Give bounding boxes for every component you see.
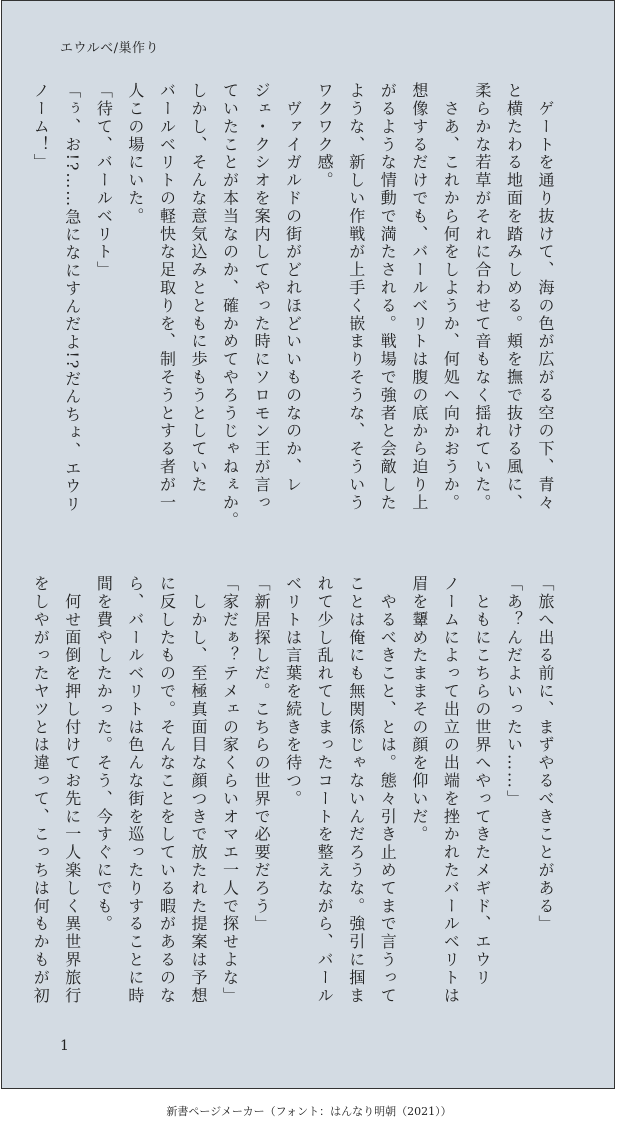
- text-line: 「旅へ出る前に、まずやるべきことがある」: [536, 575, 555, 933]
- text-line: ゲートを通り抜けて、海の色が広がる空の下、青々: [536, 82, 555, 512]
- manuscript-page: [1, 0, 615, 1089]
- text-line: ら、バールベリトは色んな街を巡ったりすることに時: [125, 575, 145, 1005]
- text-line: ことは俺にも無関係じゃないんだろうな。強引に掴ま: [346, 575, 366, 1005]
- text-line: 柔らかな若草がそれに合わせて音もなく揺れていた。: [472, 82, 492, 512]
- text-line: しかし、至極真面目な顔つきで放たれた提案は予想: [188, 575, 208, 1005]
- page-header: エウルベ/巣作り: [60, 41, 159, 56]
- page-number: 1: [60, 1038, 69, 1054]
- text-line: ヴァイガルドの街がどれほどいいものなのか、レ: [283, 82, 303, 494]
- text-line: 間を費やしたかった。そう、今すぐにでも。: [94, 575, 114, 933]
- text-line: しかし、そんな意気込みとともに歩もうとしていた: [188, 82, 208, 494]
- text-line: ワクワク感。: [315, 82, 335, 190]
- text-line: に反したもので。そんなことをしている暇があるのな: [157, 575, 177, 1005]
- text-line: ような、新しい作戦が上手く嵌まりそうな、そういう: [346, 82, 366, 512]
- text-line: ベリトは言葉を続きを待つ。: [283, 575, 303, 808]
- text-line: ノーム！」: [31, 82, 51, 172]
- text-line: と横たわる地面を踏みしめる。頬を撫で抜ける風に、: [504, 82, 524, 512]
- text-line: さあ、これから何をしようか、何処へ向かおうか。: [441, 82, 461, 512]
- text-line: ノームによって出立の出端を挫かれたバールベリトは: [441, 575, 461, 1005]
- text-line: 「家だぁ？テメェの家くらいオマエ一人で探せよな」: [220, 575, 240, 1005]
- text-line: 人この場にいた。: [125, 82, 145, 226]
- text-block-bottom: [31, 575, 561, 1015]
- footer-credit: 新書ページメーカー（フォント：はんなり明朝（2021））: [166, 1105, 452, 1118]
- text-line: がるような情動で満たされる。戦場で強者と会敵した: [378, 82, 398, 512]
- text-line: やるべきこと、とは。態々引き止めてまで言うって: [378, 575, 398, 1005]
- text-line: 何せ面倒を押し付けてお先に一人楽しく異世界旅行: [62, 575, 82, 1005]
- text-line: 想像するだけでも、バールベリトは腹の底から迫り上: [409, 82, 429, 512]
- text-line: 「新居探しだ。こちらの世界で必要だろう」: [252, 575, 272, 933]
- text-line: をしやがったヤツとは違って、こっちは何もかもが初: [31, 575, 51, 1005]
- text-block-top: [31, 82, 561, 530]
- text-line: ジェ・クシオを案内してやった時にソロモン王が言っ: [252, 82, 272, 512]
- text-line: れて少し乱れてしまったコートを整えながら、バール: [315, 575, 335, 1005]
- text-line: ていたことが本当なのか、確かめてやろうじゃねぇか。: [220, 82, 240, 530]
- text-line: 「待て、バールベリト」: [94, 82, 114, 279]
- text-line: 眉を顰めたままその顔を仰いだ。: [409, 575, 429, 844]
- text-line: 「あ？んだよいったい……」: [504, 575, 524, 808]
- text-line: ともにこちらの世界へやってきたメギド、エウリ: [472, 575, 492, 987]
- text-line: バールベリトの軽快な足取りを、制そうとする者が一: [157, 82, 177, 512]
- text-line: 「ぅ、お!?……急になにすんだよ!?だんちょ、エウリ: [62, 82, 82, 514]
